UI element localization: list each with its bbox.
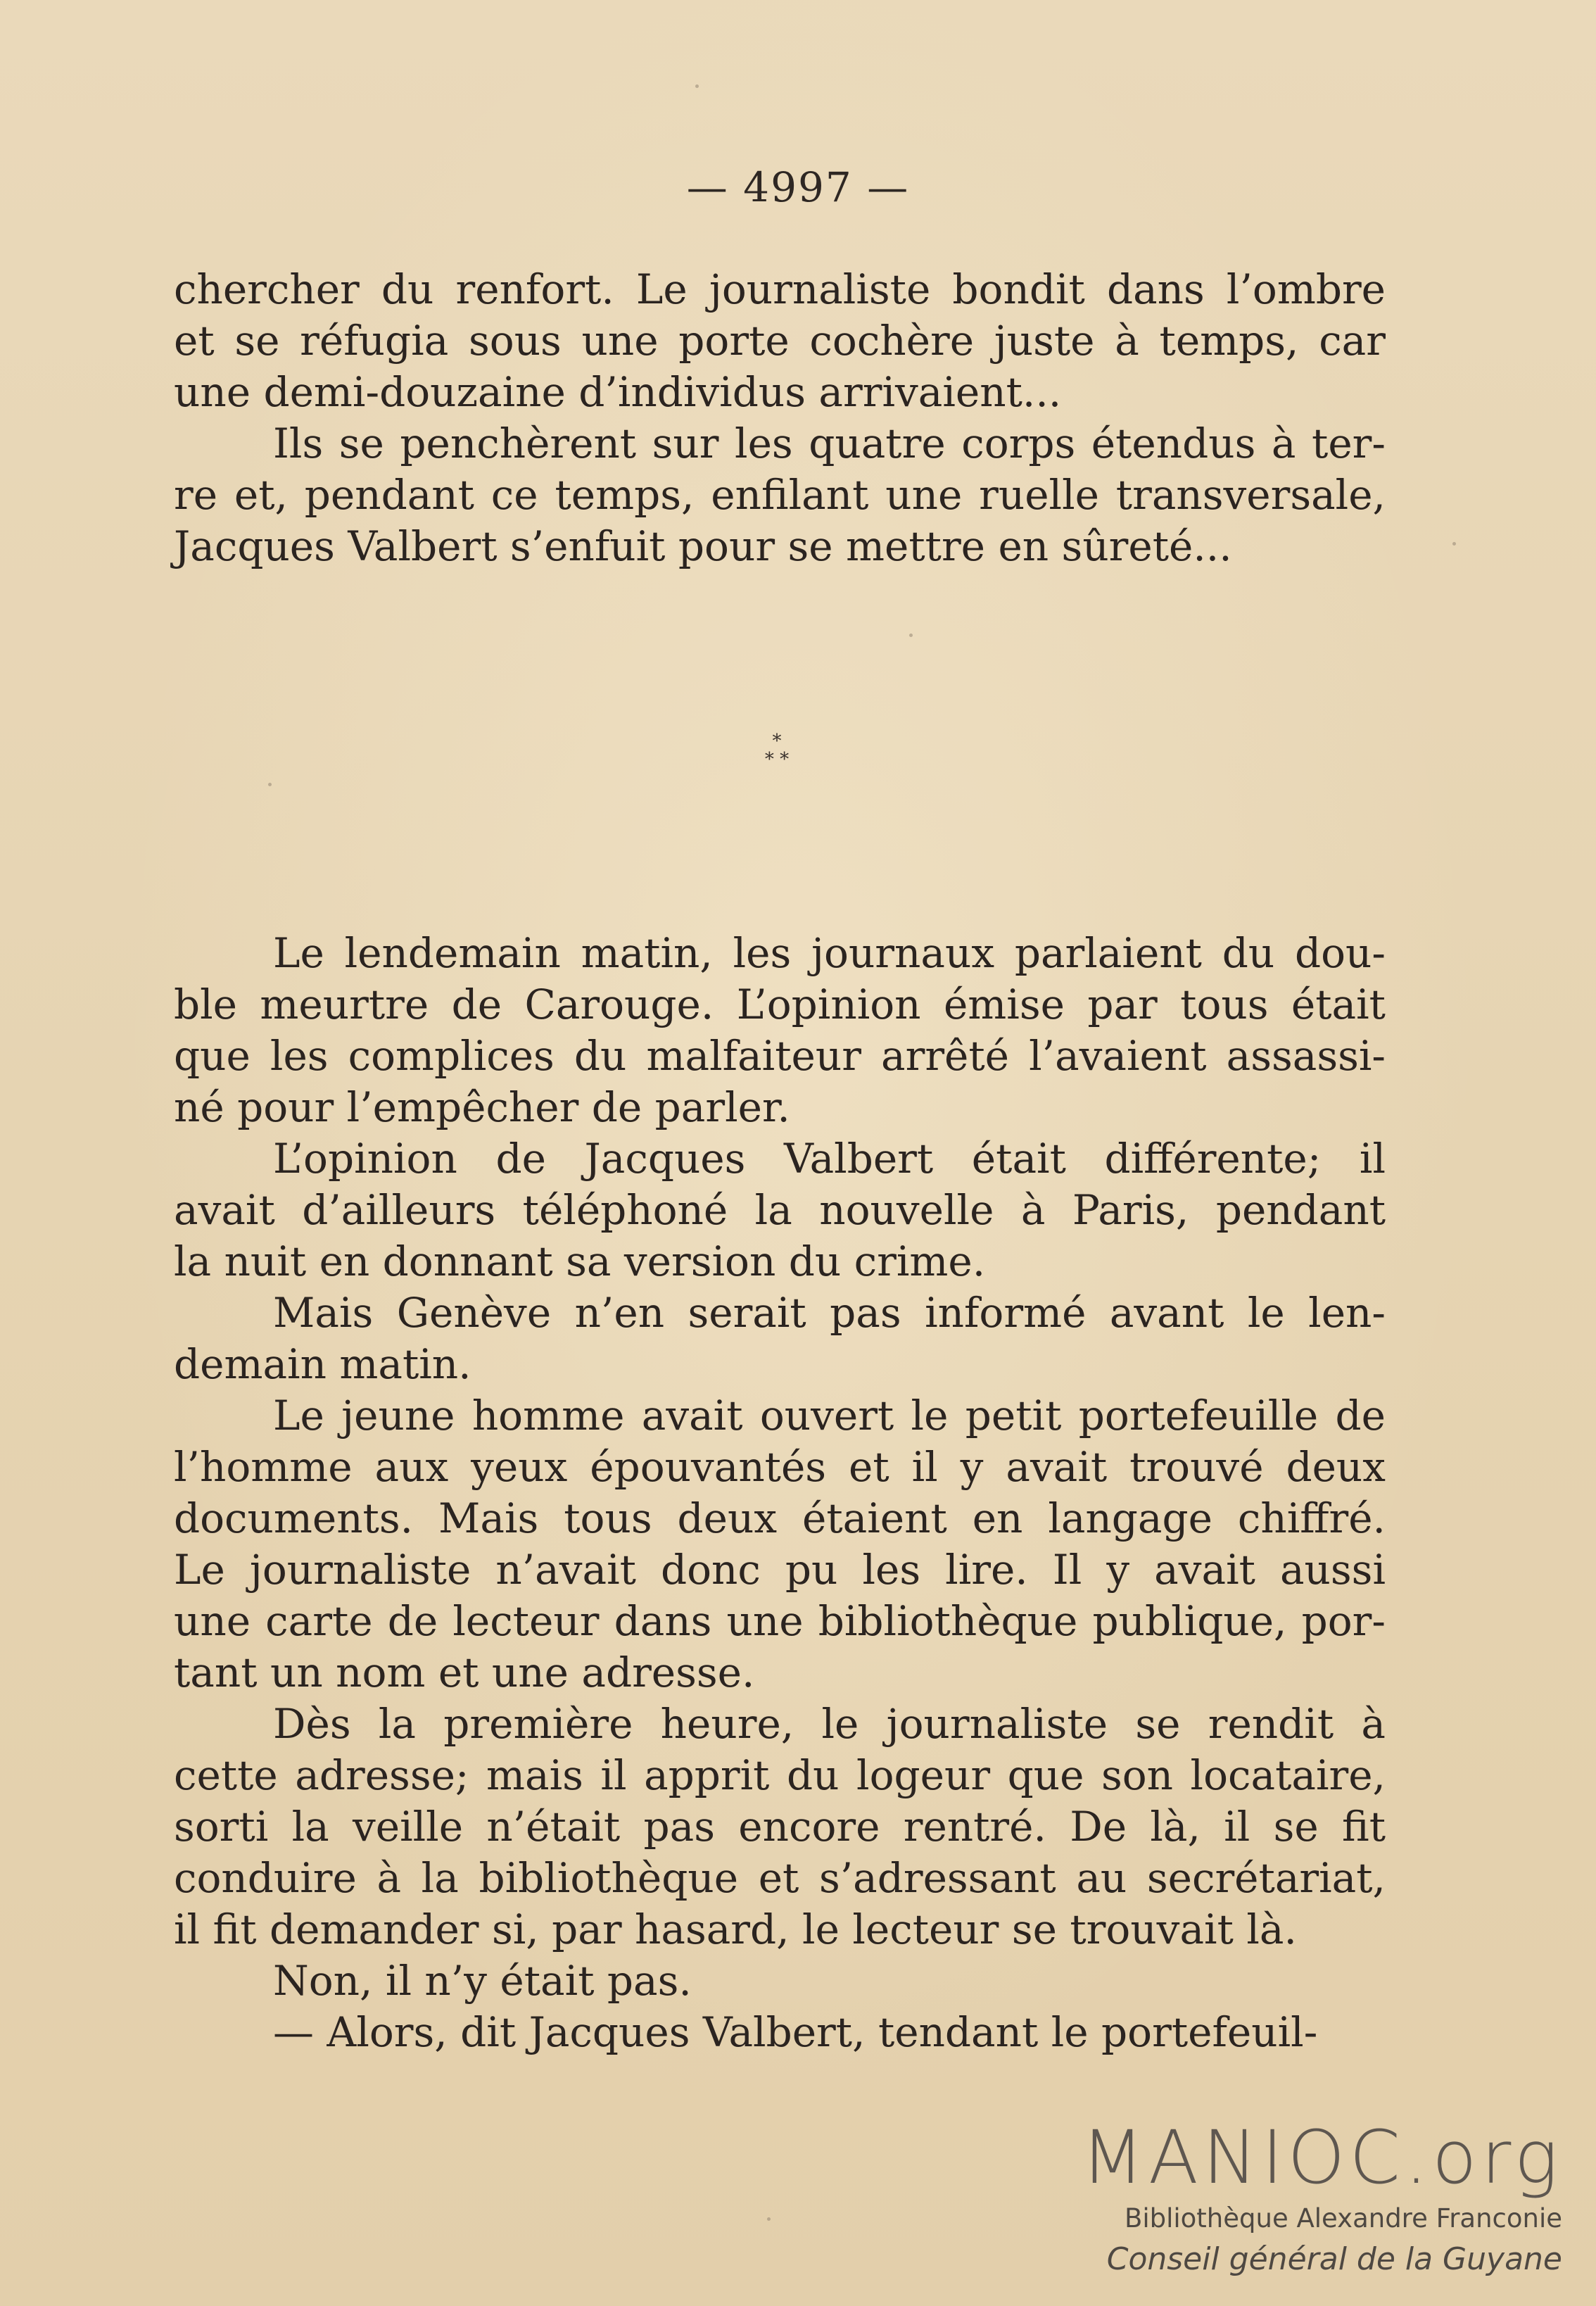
text-line: cette adresse; mais il apprit du logeur que son locataire, [174,1751,1386,1799]
text-line: Le jeune homme avait ouvert le petit portefeuille de [273,1392,1386,1439]
text-line: Dès la première heure, le journaliste se rendit à [273,1700,1386,1748]
text-line: Ils se penchèrent sur les quatre corps étendus à ter- [273,420,1386,467]
text-line: Jacques Valbert s’enfuit pour se mettre en sûreté... [174,522,1232,570]
text-line: chercher du renfort. Le journaliste bondit dans l’ombre [174,265,1386,313]
council-name: Conseil général de la Guyane [1106,2241,1562,2277]
paper-speck [268,783,272,786]
page-number: — 4997 — [686,163,910,211]
text-line: avait d’ailleurs téléphoné la nouvelle à Paris, pendant [174,1186,1386,1234]
paper-speck [695,84,699,88]
paragraph-block-1 [174,264,1386,572]
paragraph-block-2 [174,928,1386,2058]
text-line: l’homme aux yeux épouvantés et il y avait trouvé deux [174,1443,1386,1491]
text-line: demain matin. [174,1340,471,1388]
text-line: que les complices du malfaiteur arrêté l’avaient assassi- [174,1032,1386,1080]
paper-speck [1452,542,1456,546]
text-line: Le journaliste n’avait donc pu les lire. Il y avait aussi [174,1546,1386,1594]
library-name: Bibliothèque Alexandre Franconie [1124,2203,1562,2233]
text-line: re et, pendant ce temps, enfilant une ruelle transversale, [174,471,1386,519]
text-line: une carte de lecteur dans une bibliothèque publique, por- [174,1597,1386,1645]
text-line: tant un nom et une adresse. [174,1649,755,1696]
manioc-watermark [1070,2115,1562,2281]
separator-star-bottom: * * [764,749,790,770]
text-line: ble meurtre de Carouge. L’opinion émise par tous était [174,981,1386,1028]
section-separator [756,732,798,781]
paper-speck [909,634,913,637]
text-line: né pour l’empêcher de parler. [174,1083,790,1131]
text-line: Le lendemain matin, les journaux parlaient du dou- [273,929,1386,977]
text-line: une demi-douzaine d’individus arrivaient... [174,368,1062,416]
text-line: la nuit en donnant sa version du crime. [174,1237,986,1285]
separator-star-top: * [772,731,782,752]
text-line: Mais Genève n’en serait pas informé avant le len- [273,1289,1386,1337]
text-line: Non, il n’y était pas. [273,1957,692,2005]
text-line: conduire à la bibliothèque et s’adressant au secrétariat, [174,1854,1386,1902]
text-line: — Alors, dit Jacques Valbert, tendant le portefeuil- [273,2008,1318,2056]
text-line: et se réfugia sous une porte cochère juste à temps, car [174,317,1386,365]
text-line: L’opinion de Jacques Valbert était différente; il [273,1135,1386,1183]
text-line: il fit demander si, par hasard, le lecteur se trouvait là. [174,1905,1297,1953]
paper-speck [767,2217,771,2221]
text-line: sorti la veille n’était pas encore rentré. De là, il se fit [174,1803,1386,1851]
manioc-wordmark: MANIOC.org [1081,2115,1562,2200]
text-line: documents. Mais tous deux étaient en langage chiffré. [174,1494,1386,1542]
